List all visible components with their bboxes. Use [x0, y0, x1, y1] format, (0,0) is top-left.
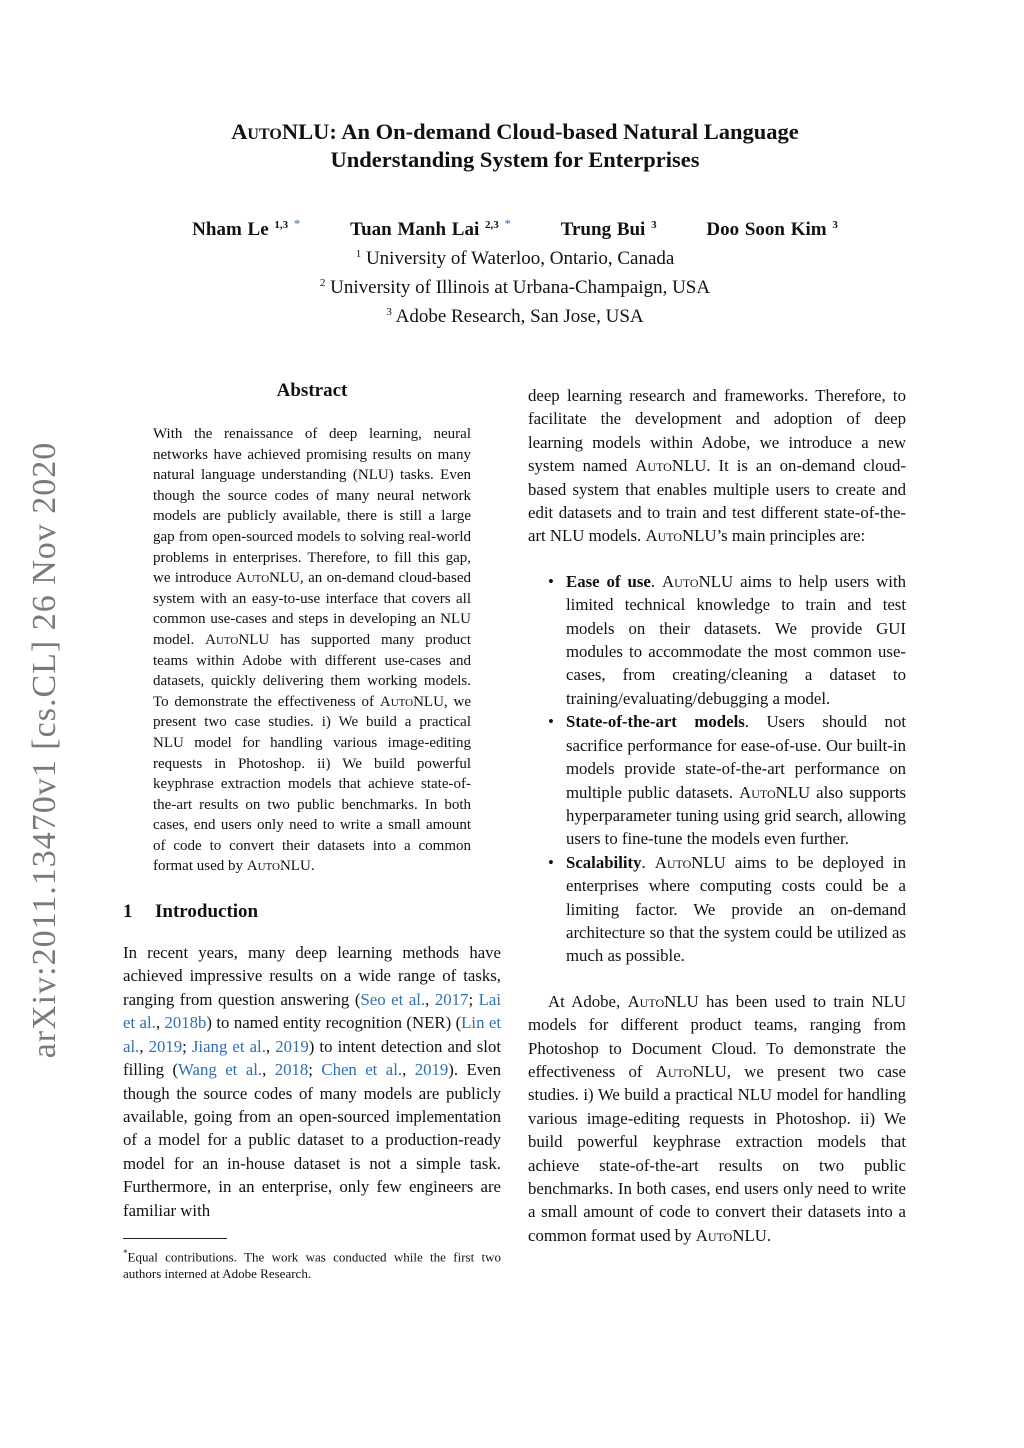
right-paragraph-2: At Adobe, AutoNLU has been used to train NLU models for different product teams, ranging from Photoshop to Document Cloud. To demonstrate the effectiveness of AutoNLU, we present two case studies. i) We build a practical NLU model for handling various image-editing requests in Photoshop. ii) We build powerful keyphrase extraction models that achieve state-of-the-art results on two public benchmarks. In both cases, end users only need to write a small amount of code to convert their datasets into a common format used by AutoNLU. — [528, 991, 906, 1245]
bullet-icon: • — [548, 852, 554, 872]
citation-link[interactable]: 2018 — [274, 1060, 309, 1080]
citation-link[interactable]: 2019 — [148, 1036, 183, 1056]
left-column — [123, 380, 501, 1282]
section-heading-introduction: 1 Introduction — [123, 901, 259, 923]
intro-paragraph: In recent years, many deep learning methods have achieved impressive results on a wide range of tasks, ranging from question answering (Seo et al., 2017; Lai et al., 2018b) to named entity recognition (NER) (Lin et al., 2019; Jiang et al., 2019) to intent detection and slot filling (Wang et al., 2018; Chen et al., 2019). Even though the source codes of many models are publicly available, going from an open-sourced implementation of a model for a public dataset to a production-ready model for an in-house dataset is not a simple task. Furthermore, in an enterprise, only few engineers are familiar with — [123, 943, 502, 1220]
citation-link[interactable]: Jiang et al. — [191, 1036, 266, 1056]
affiliation: $^3$ Adobe Research, San Jose, USA — [386, 306, 644, 327]
paper-title — [130, 118, 900, 174]
citation-link[interactable]: Wang et al. — [178, 1060, 263, 1080]
citation-link[interactable]: 2019 — [275, 1036, 309, 1056]
citation-link[interactable]: 2019 — [414, 1060, 449, 1080]
author-names — [110, 212, 920, 242]
abstract-heading: Abstract — [276, 380, 348, 401]
list-item: • Scalability. AutoNLU aims to be deployed in enterprises where computing costs could be a limiting factor. We provide an on-demand architecture so that the system could be utilized as much as possible. — [548, 852, 906, 966]
citation-link[interactable]: Seo et al. — [360, 989, 426, 1009]
affiliation: $^1$ University of Waterloo, Ontario, Canada — [355, 248, 675, 269]
footnote: *Equal contributions. The work was conducted while the first two authors interned at Adobe Research. — [123, 1247, 501, 1282]
abstract-text: With the renaissance of deep learning, neural networks have achieved promising results on many natural language understanding (NLU) tasks. Even though the source codes of many neural network models are publicly available, there is still a large gap from open-sourced models to solving real-world problems in enterprises. Therefore, to fill this gap, we introduce AutoNLU, an on-demand cloud-based system with an easy-to-use interface that covers all common use-cases and steps in developing an NLU model. AutoNLU has supported many product teams within Adobe with different use-cases and datasets, quickly delivering them working models. To demonstrate the effectiveness of AutoNLU, we present two case studies. i) We build a practical NLU model for handling various image-editing requests in Photoshop. ii) We build powerful keyphrase extraction models that achieve state-of-the-art results on two public benchmarks. In both cases, end users only need to write a small amount of code to convert their datasets into a common format used by AutoNLU. — [153, 426, 471, 875]
list-item: • State-of-the-art models. Users should not sacrifice performance for ease-of-use. Our built-in models provide state-of-the-art performance on multiple public datasets. AutoNLU also supports hyperparameter tuning using grid search, allowing users to fine-tune the models even further. — [548, 712, 907, 849]
bullet-icon: • — [548, 712, 554, 732]
author: Trung Bui $^3$ — [560, 219, 657, 240]
citation-link[interactable]: Lai et al. — [123, 989, 502, 1033]
principles-list — [528, 570, 906, 968]
list-item: • Ease of use. AutoNLU aims to help users with limited technical knowledge to train and test models on their datasets. We provide GUI modules to accommodate the most common use-cases, from creating/cleaning a dataset to training/evaluating/debugging a model. — [548, 571, 906, 708]
arxiv-id: arXiv:2011.13470v1 [cs.CL] 26 Nov 2020 — [26, 441, 63, 1059]
brand-name: AutoNLU — [231, 119, 330, 144]
author: Nham Le $^{1,3}$ * — [192, 216, 301, 240]
citation-link[interactable]: 2017 — [434, 989, 469, 1009]
footnote-divider — [123, 1238, 227, 1239]
affiliation: $^2$ University of Illinois at Urbana-Champaign, USA — [319, 277, 711, 298]
citation-link[interactable]: Chen et al. — [321, 1060, 403, 1080]
title-line2: Understanding System for Enterprises — [330, 147, 700, 172]
title-line1: : An On-demand Cloud-based Natural Language — [329, 119, 799, 144]
citation-link[interactable]: Lin et al. — [123, 1013, 501, 1056]
right-column — [528, 384, 906, 1247]
citation-link[interactable]: 2018b — [164, 1013, 207, 1033]
arxiv-sidebar — [10, 440, 80, 1060]
author-block — [110, 212, 920, 329]
right-paragraph-1: deep learning research and frameworks. Therefore, to facilitate the development and adoption of deep learning models within Adobe, we introduce a new system named AutoNLU. It is an on-demand cloud-based system that enables multiple users to create and edit datasets and to train and test different state-of-the-art NLU models. AutoNLU’s main principles are: — [528, 386, 906, 546]
author: Tuan Manh Lai $^{2,3}$ * — [350, 216, 511, 240]
author: Doo Soon Kim $^3$ — [706, 219, 838, 240]
bullet-icon: • — [548, 571, 554, 591]
